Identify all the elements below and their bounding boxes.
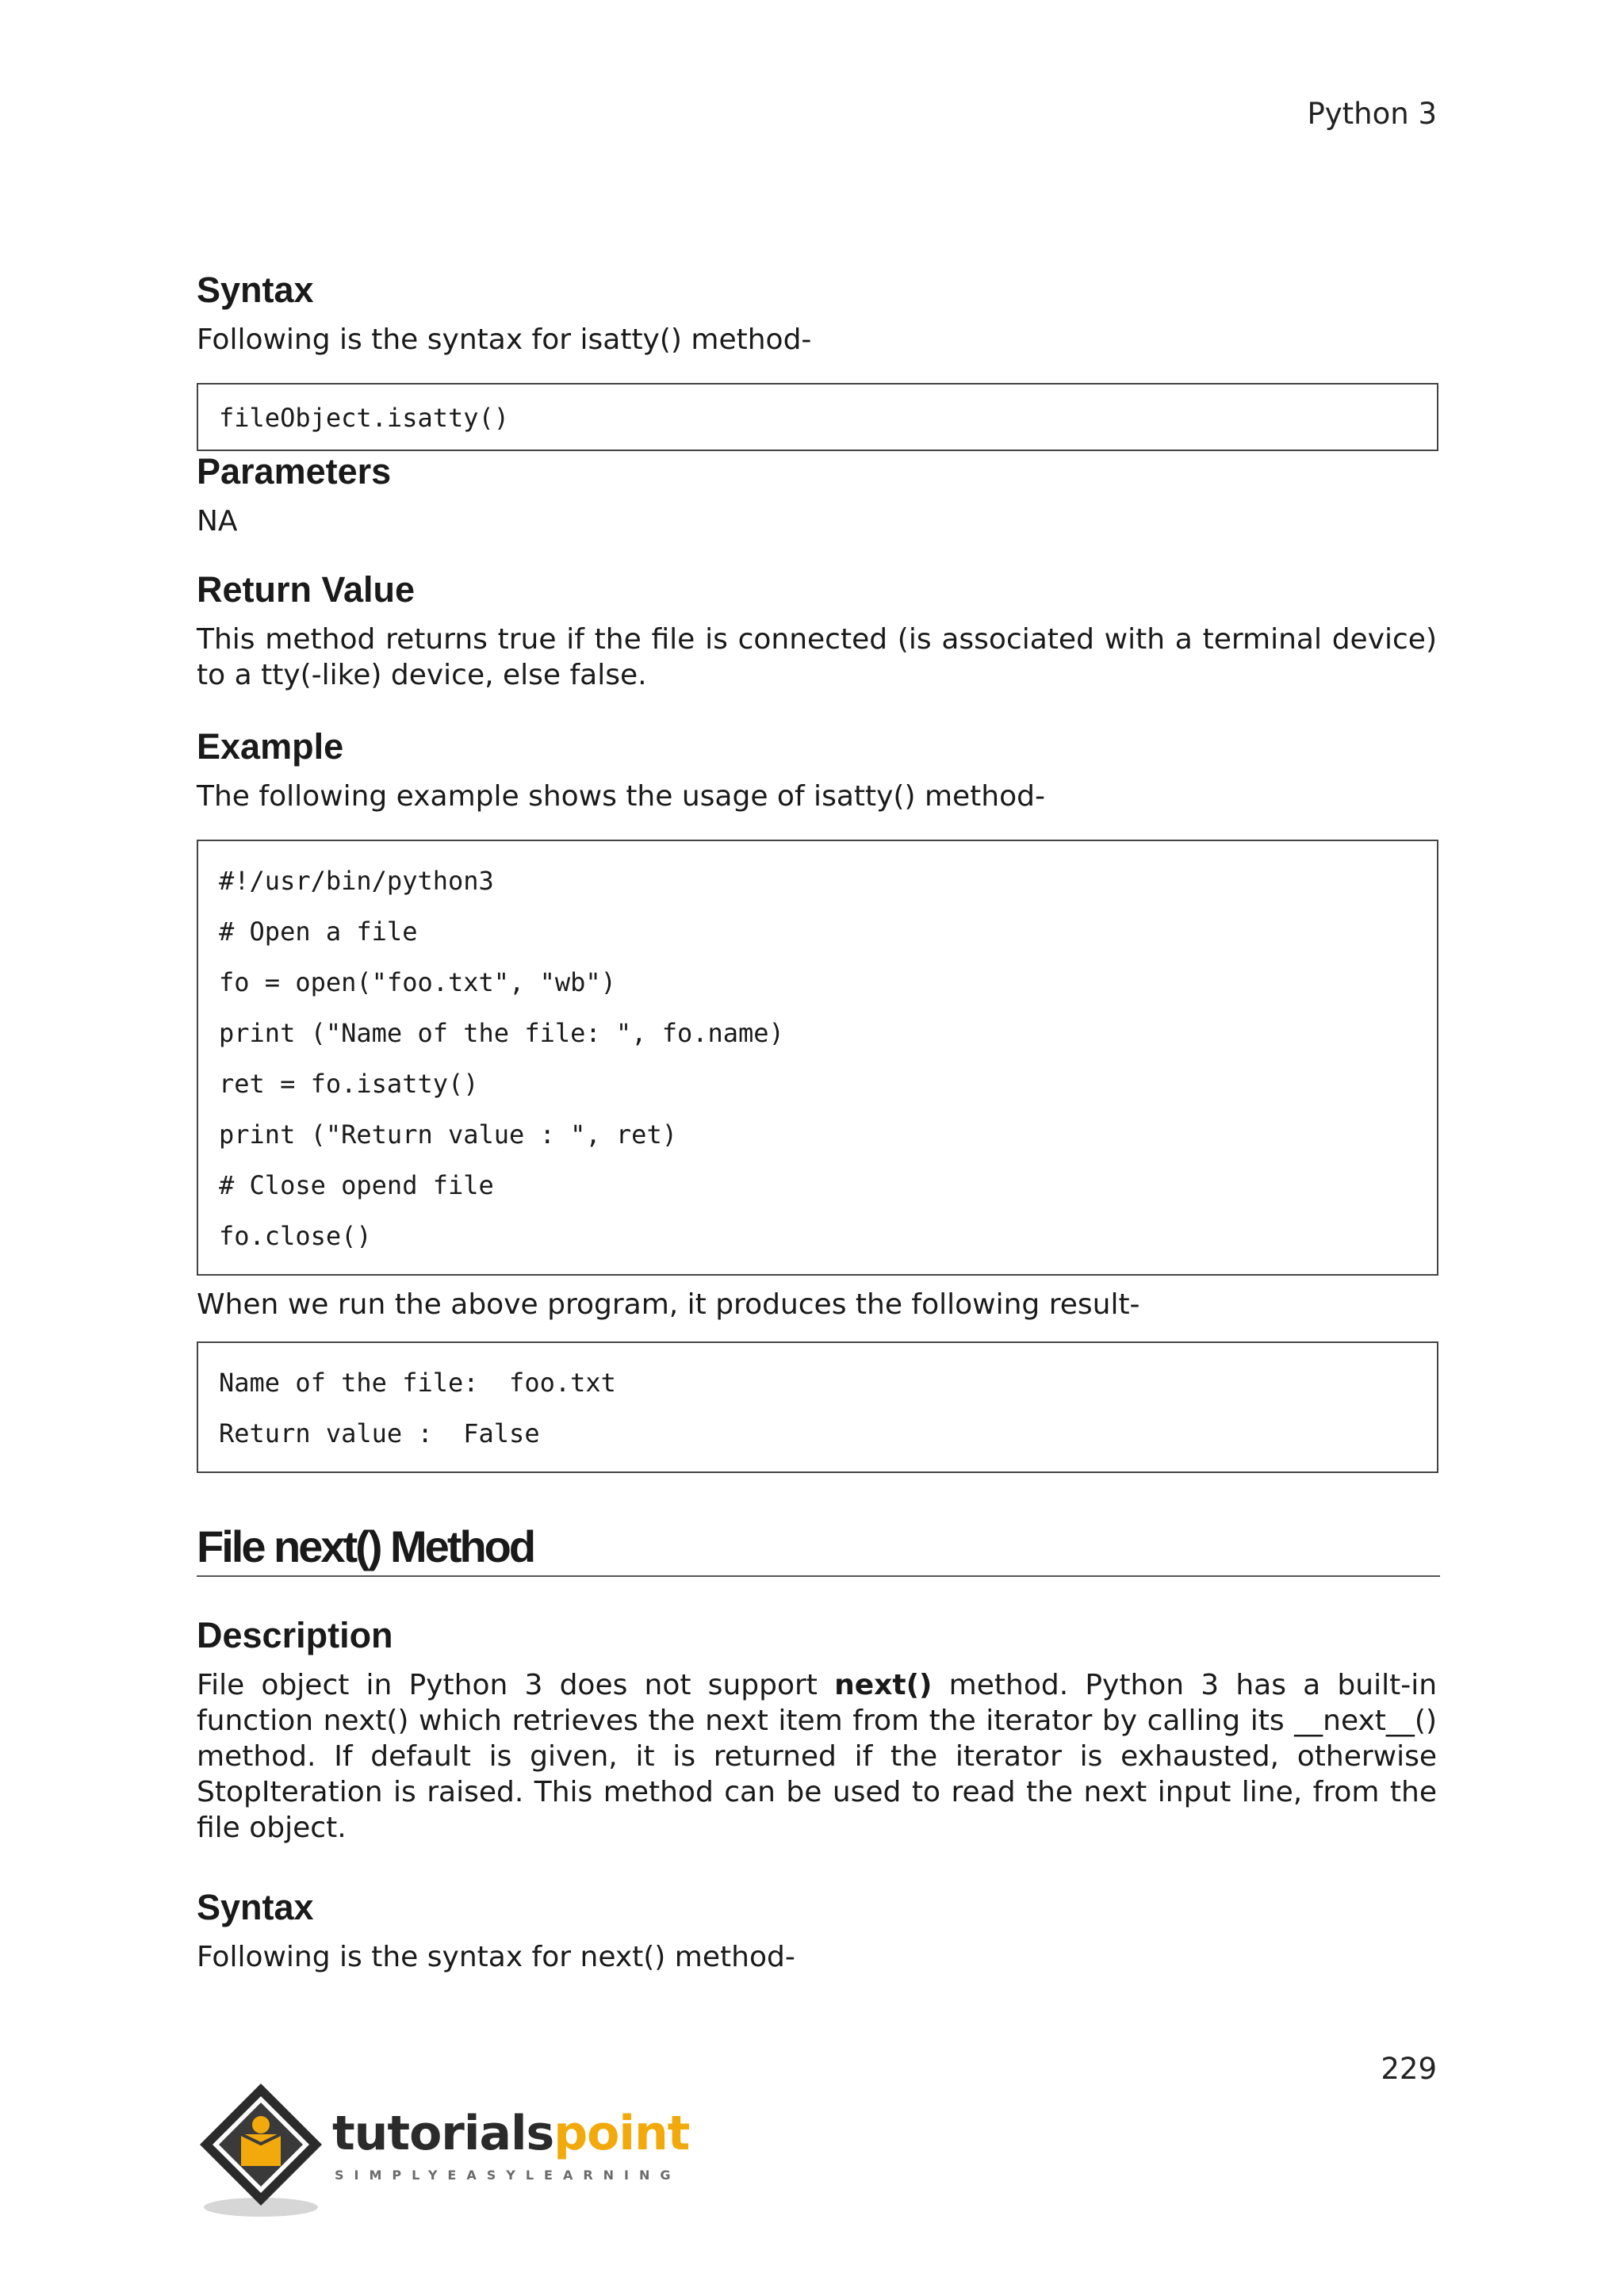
logo-wordmark-part1: tutorials (332, 2106, 554, 2161)
page-number: 229 (1381, 2052, 1437, 2086)
logo-tagline: SIMPLYEASYLEARNING (335, 2168, 681, 2183)
example-heading: Example (197, 726, 344, 767)
logo-wordmark-part2: point (553, 2106, 690, 2161)
description-text-after: method. Python 3 has a built-in function next() which retrieves the next item from the iterator by calling its __next__() method. If default is given, it is returned if the iterator is exhausted, otherwise StopIteration is raised. This method can be used to read the next input line, from the file object. (197, 1669, 1438, 1844)
chapter-title: File next() Method (197, 1521, 1440, 1577)
result-code-box (197, 1341, 1438, 1473)
description-bold-term: next() (834, 1669, 933, 1701)
isatty-syntax-text: Following is the syntax for isatty() method- (197, 323, 812, 356)
parameters-text: NA (197, 505, 238, 538)
description-text-before: File object in Python 3 does not support (197, 1669, 835, 1701)
result-intro-text: When we run the above program, it produces the following result- (197, 1288, 1140, 1321)
code-line: fileObject.isatty() (219, 403, 510, 433)
next-syntax-text: Following is the syntax for next() method- (197, 1941, 795, 1973)
next-syntax-heading: Syntax (197, 1887, 314, 1927)
return-value-heading: Return Value (197, 569, 416, 610)
example-code-box (197, 840, 1438, 1276)
return-value-text: This method returns true if the file is connected (is associated with a terminal device) to a tty(-like) device, else false. (197, 623, 1437, 691)
code-line: # Close opend file (219, 1170, 494, 1200)
code-line: print ("Return value : ", ret) (219, 1119, 677, 1150)
code-line: Name of the file: foo.txt (219, 1368, 616, 1398)
code-line: ret = fo.isatty() (219, 1069, 479, 1099)
parameters-heading: Parameters (197, 451, 392, 492)
description-heading: Description (197, 1615, 393, 1655)
code-line: #!/usr/bin/python3 (219, 866, 494, 896)
logo-wordmark (332, 2106, 689, 2161)
isatty-syntax-code-box (197, 383, 1438, 451)
code-line: fo = open("foo.txt", "wb") (219, 967, 616, 997)
code-line: print ("Name of the file: ", fo.name) (219, 1018, 784, 1048)
page-content (197, 270, 1437, 1975)
example-text: The following example shows the usage of isatty() method- (197, 780, 1045, 813)
code-line: fo.close() (219, 1221, 372, 1251)
description-text (197, 1667, 1437, 1846)
code-line: # Open a file (219, 916, 418, 947)
running-header: Python 3 (1307, 97, 1437, 131)
tutorialspoint-logo (193, 2079, 690, 2221)
logo-diamond-icon (193, 2079, 332, 2221)
code-line: Return value : False (219, 1418, 540, 1448)
isatty-syntax-heading: Syntax (197, 270, 314, 310)
